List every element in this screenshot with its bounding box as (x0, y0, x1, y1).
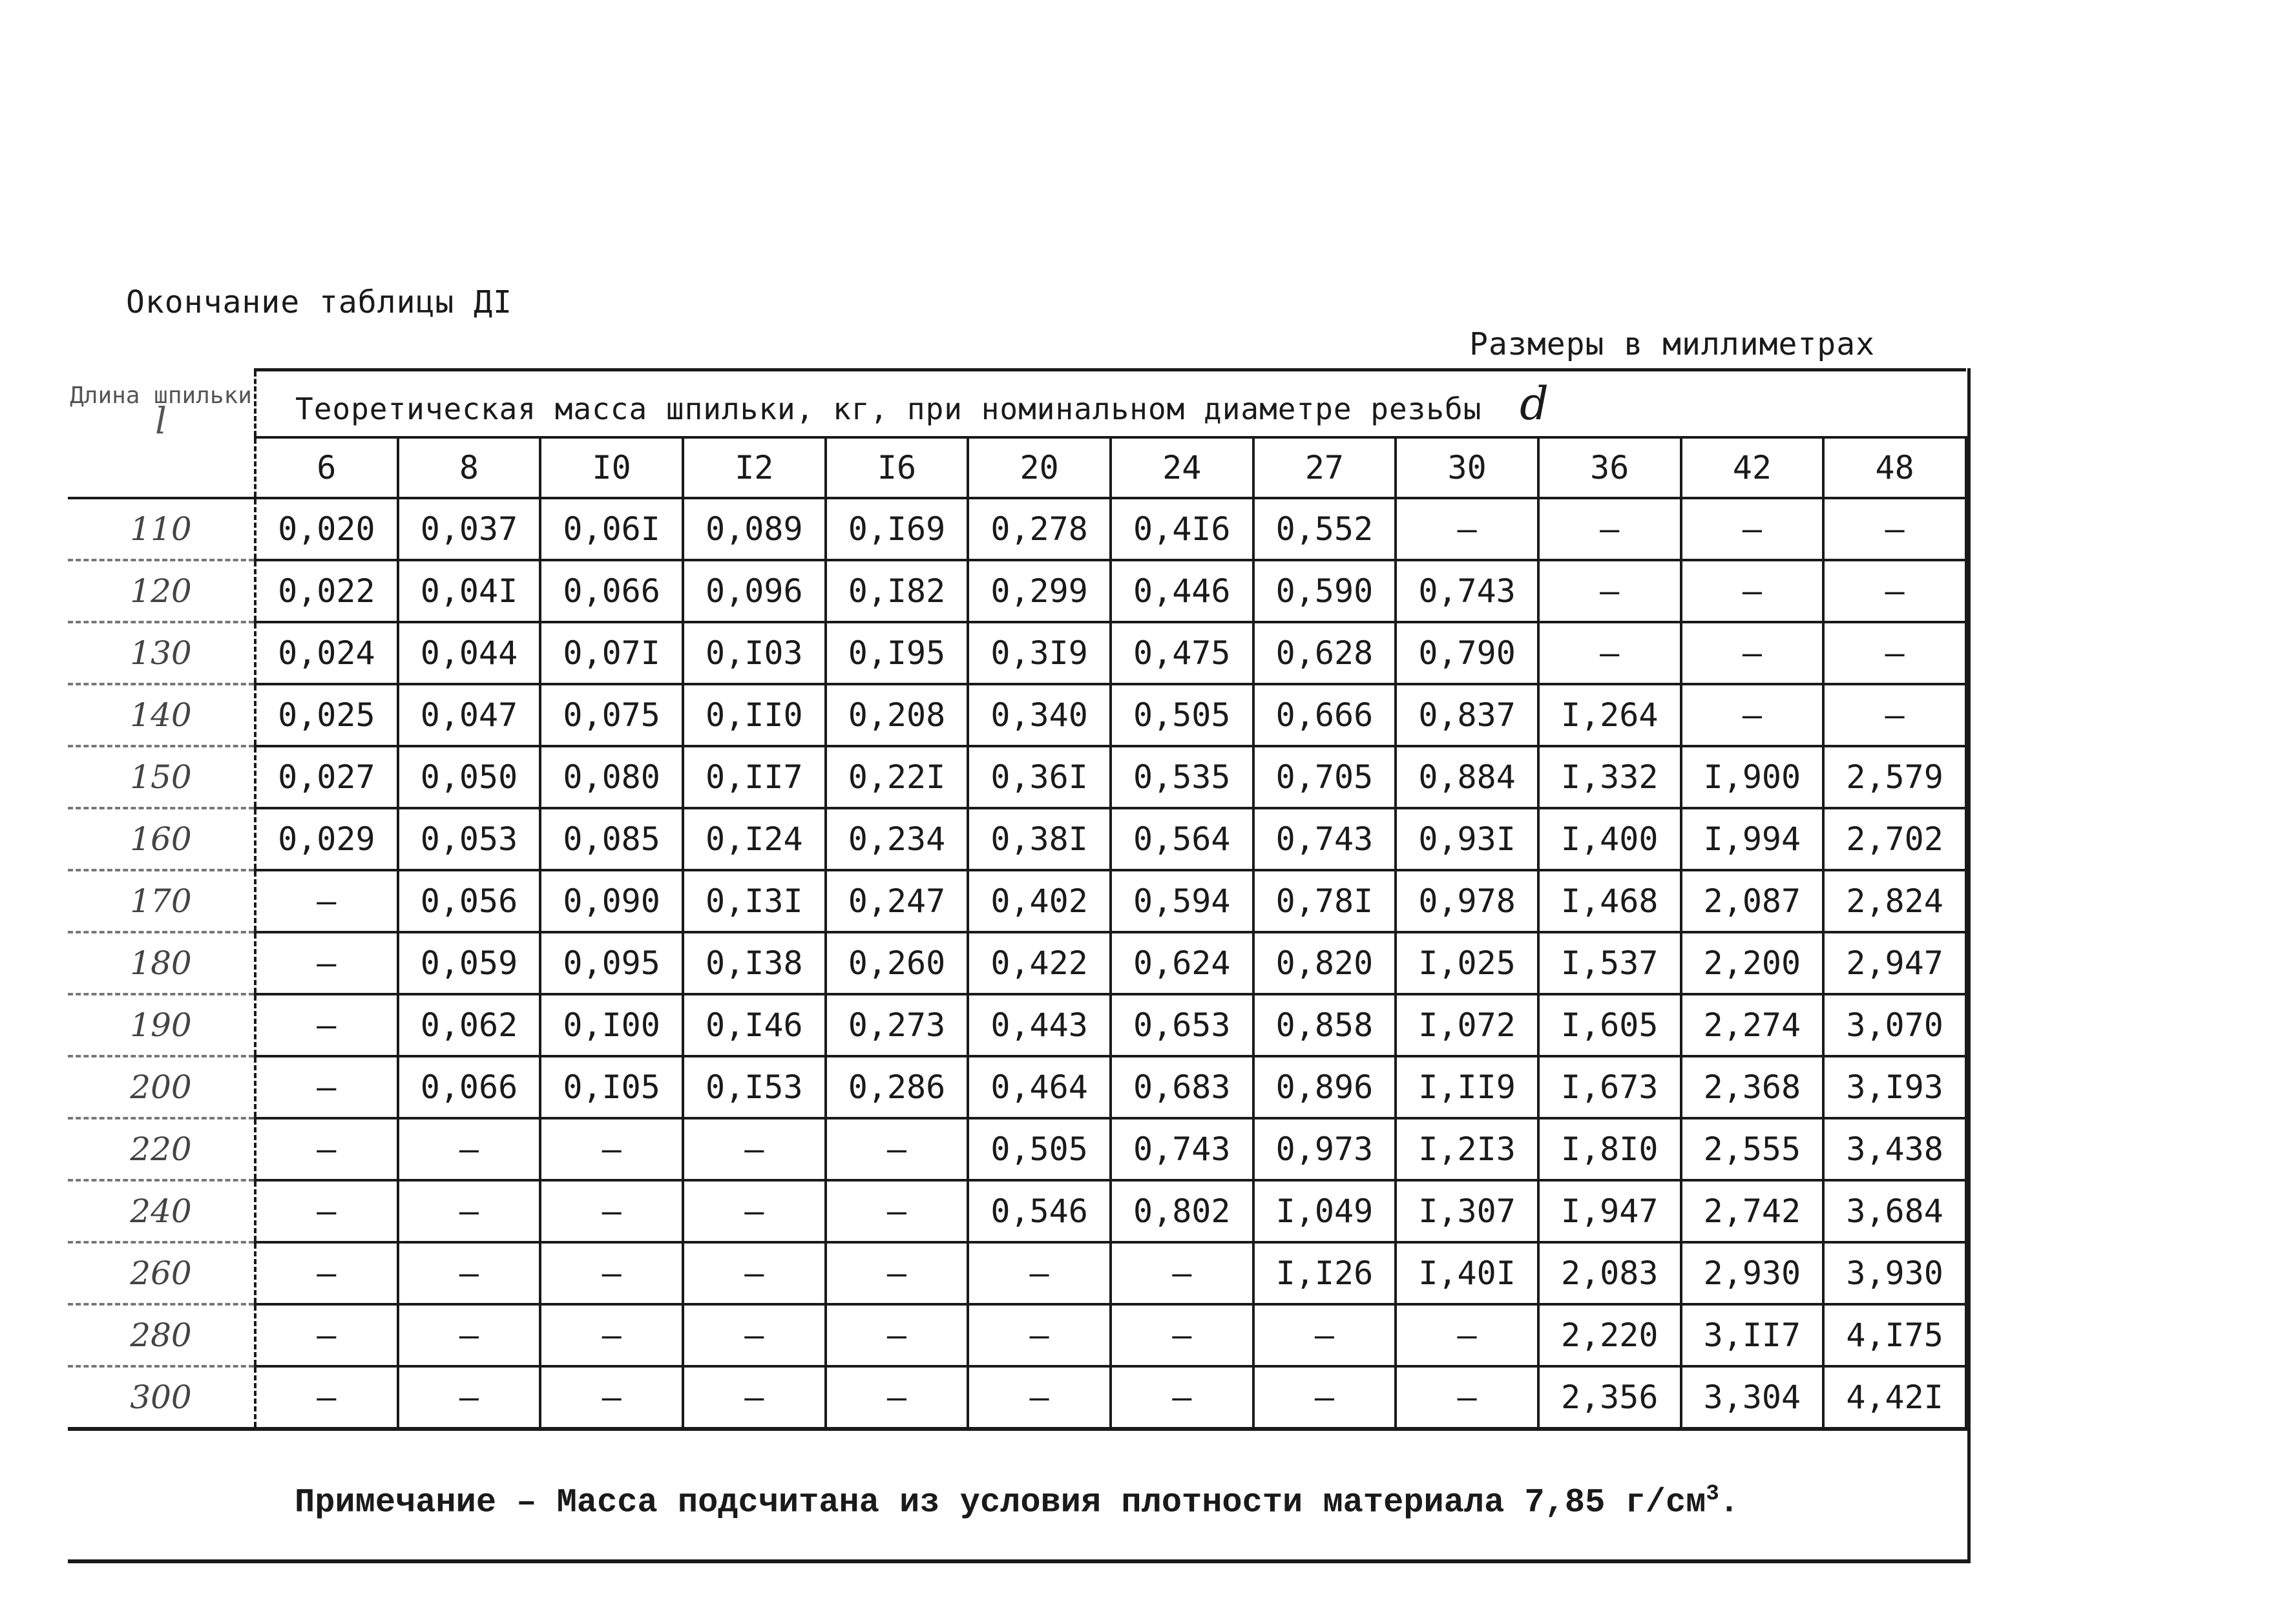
mass-cell: – (683, 1366, 826, 1429)
mass-cell: 2,930 (1681, 1242, 1824, 1304)
mass-cell: – (1538, 498, 1681, 560)
note-text: Примечание – Масса подсчитана из условия плотности материала 7,85 г/см (295, 1483, 1706, 1522)
table-row (68, 1118, 1966, 1180)
mass-cell: I,605 (1538, 994, 1681, 1056)
table-row (68, 808, 1966, 870)
mass-cell: 0,340 (968, 684, 1111, 746)
mass-cell: 0,075 (540, 684, 683, 746)
mass-cell: 2,274 (1681, 994, 1824, 1056)
mass-cell: 0,590 (1253, 560, 1396, 622)
table-row (68, 870, 1966, 932)
mass-cell: 0,535 (1111, 746, 1253, 808)
mass-cell: 2,824 (1823, 870, 1966, 932)
mass-cell: – (1823, 684, 1966, 746)
mass-cell: – (1681, 622, 1824, 684)
mass-cell: I,072 (1396, 994, 1538, 1056)
mass-cell: 0,I82 (826, 560, 968, 622)
mass-cell: – (255, 1056, 398, 1118)
mass-cell: – (398, 1304, 541, 1366)
mass-cell: 0,505 (968, 1118, 1111, 1180)
mass-cell: – (826, 1304, 968, 1366)
length-cell: 200 (68, 1056, 255, 1118)
mass-cell: I,40I (1396, 1242, 1538, 1304)
mass-cell: 0,286 (826, 1056, 968, 1118)
mass-cell: – (1823, 498, 1966, 560)
mass-cell: 2,555 (1681, 1118, 1824, 1180)
mass-cell: 0,II0 (683, 684, 826, 746)
mass-cell: 0,837 (1396, 684, 1538, 746)
mass-cell: 0,93I (1396, 808, 1538, 870)
diameter-header-cell: 6 (255, 437, 398, 498)
mass-cell: 0,080 (540, 746, 683, 808)
mass-cell: – (826, 1180, 968, 1242)
mass-cell: 0,299 (968, 560, 1111, 622)
length-cell: 240 (68, 1180, 255, 1242)
mass-cell: 0,027 (255, 746, 398, 808)
table-row (68, 684, 1966, 746)
mass-cell: I,994 (1681, 808, 1824, 870)
mass-cell: – (540, 1118, 683, 1180)
mass-cell: 0,273 (826, 994, 968, 1056)
length-cell: 220 (68, 1118, 255, 1180)
mass-cell: 0,06I (540, 498, 683, 560)
table-row (68, 1366, 1966, 1429)
mass-cell: 0,062 (398, 994, 541, 1056)
mass-cell: I,I26 (1253, 1242, 1396, 1304)
mass-cell: 0,594 (1111, 870, 1253, 932)
mass-cell: 0,78I (1253, 870, 1396, 932)
diameter-header-cell: I0 (540, 437, 683, 498)
mass-cell: – (968, 1366, 1111, 1429)
mass-cell: 0,I3I (683, 870, 826, 932)
table-row (68, 1304, 1966, 1366)
mass-cell: 2,087 (1681, 870, 1824, 932)
mass-cell: – (1396, 1304, 1538, 1366)
mass-cell: 0,743 (1253, 808, 1396, 870)
mass-cell: 0,896 (1253, 1056, 1396, 1118)
mass-cell: 0,066 (540, 560, 683, 622)
diameter-header-cell: 48 (1823, 437, 1966, 498)
mass-cell: 0,743 (1396, 560, 1538, 622)
mass-cell: – (255, 1304, 398, 1366)
mass-cell: – (398, 1180, 541, 1242)
mass-cell: – (255, 870, 398, 932)
mass-table (68, 368, 1967, 1573)
table-row (68, 932, 1966, 994)
diameter-header-cell: 27 (1253, 437, 1396, 498)
mass-cell: 0,066 (398, 1056, 541, 1118)
mass-cell: I,537 (1538, 932, 1681, 994)
length-cell: 180 (68, 932, 255, 994)
mass-cell: 3,II7 (1681, 1304, 1824, 1366)
mass-cell: 0,422 (968, 932, 1111, 994)
mass-cell: 0,3I9 (968, 622, 1111, 684)
mass-cell: I,264 (1538, 684, 1681, 746)
mass-cell: 0,446 (1111, 560, 1253, 622)
length-cell: 140 (68, 684, 255, 746)
mass-table-frame (68, 368, 1971, 1563)
table-row (68, 1242, 1966, 1304)
mass-cell: 0,053 (398, 808, 541, 870)
mass-cell: 0,402 (968, 870, 1111, 932)
mass-cell: – (398, 1242, 541, 1304)
mass-cell: 0,I03 (683, 622, 826, 684)
mass-cell: I,025 (1396, 932, 1538, 994)
mass-cell: – (1681, 498, 1824, 560)
mass-cell: 0,022 (255, 560, 398, 622)
mass-cell: 2,368 (1681, 1056, 1824, 1118)
note-superscript: 3 (1706, 1482, 1719, 1507)
mass-cell: 0,705 (1253, 746, 1396, 808)
mass-cell: 4,42I (1823, 1366, 1966, 1429)
mass-cell: – (1111, 1304, 1253, 1366)
mass-cell: I,307 (1396, 1180, 1538, 1242)
mass-cell: 0,22I (826, 746, 968, 808)
length-cell: 190 (68, 994, 255, 1056)
length-cell: 110 (68, 498, 255, 560)
mass-cell: 0,505 (1111, 684, 1253, 746)
mass-cell: 3,070 (1823, 994, 1966, 1056)
table-note (68, 1429, 1966, 1573)
diameter-header-cell: I2 (683, 437, 826, 498)
mass-cell: – (683, 1304, 826, 1366)
mass-cell: 0,36I (968, 746, 1111, 808)
mass-cell: 0,260 (826, 932, 968, 994)
mass-cell: 2,200 (1681, 932, 1824, 994)
mass-cell: 4,I75 (1823, 1304, 1966, 1366)
mass-cell: I,400 (1538, 808, 1681, 870)
mass-cell: – (1538, 560, 1681, 622)
mass-cell: 0,790 (1396, 622, 1538, 684)
mass-cell: 0,628 (1253, 622, 1396, 684)
mass-cell: 2,356 (1538, 1366, 1681, 1429)
mass-cell: I,468 (1538, 870, 1681, 932)
mass-cell: 0,024 (255, 622, 398, 684)
mass-cell: 0,208 (826, 684, 968, 746)
table-row (68, 1056, 1966, 1118)
mass-cell: – (1396, 498, 1538, 560)
mass-cell: – (683, 1180, 826, 1242)
mass-cell: 0,07I (540, 622, 683, 684)
table-row (68, 560, 1966, 622)
length-cell: 170 (68, 870, 255, 932)
mass-cell: – (1681, 684, 1824, 746)
units-label: Размеры в миллиметрах (1469, 326, 1875, 362)
mass-cell: 0,056 (398, 870, 541, 932)
mass-cell: 2,742 (1681, 1180, 1824, 1242)
mass-cell: – (540, 1366, 683, 1429)
mass-cell: – (1823, 560, 1966, 622)
mass-cell: – (540, 1180, 683, 1242)
diameter-header-cell: 30 (1396, 437, 1538, 498)
mass-cell: 0,978 (1396, 870, 1538, 932)
mass-cell: – (683, 1242, 826, 1304)
mass-cell: 0,I53 (683, 1056, 826, 1118)
mass-cell: 3,438 (1823, 1118, 1966, 1180)
mass-cell: 0,858 (1253, 994, 1396, 1056)
mass-cell: – (1253, 1366, 1396, 1429)
mass-cell: 0,029 (255, 808, 398, 870)
mass-cell: I,II9 (1396, 1056, 1538, 1118)
table-row (68, 746, 1966, 808)
mass-cell: – (398, 1366, 541, 1429)
table-row (68, 498, 1966, 560)
mass-cell: 0,683 (1111, 1056, 1253, 1118)
mass-cell: 0,I38 (683, 932, 826, 994)
mass-cell: 0,234 (826, 808, 968, 870)
mass-cell: 0,653 (1111, 994, 1253, 1056)
mass-cell: 0,II7 (683, 746, 826, 808)
length-header-label: Длина шпильки (70, 382, 252, 409)
table-row (68, 622, 1966, 684)
diameter-header-cell: 8 (398, 437, 541, 498)
mass-cell: 0,820 (1253, 932, 1396, 994)
mass-cell: I,332 (1538, 746, 1681, 808)
mass-cell: – (255, 1242, 398, 1304)
mass-cell: 3,I93 (1823, 1056, 1966, 1118)
mass-cell: I,673 (1538, 1056, 1681, 1118)
table-row (68, 994, 1966, 1056)
length-cell: 260 (68, 1242, 255, 1304)
length-cell: 280 (68, 1304, 255, 1366)
length-cell: 130 (68, 622, 255, 684)
mass-cell: 0,089 (683, 498, 826, 560)
mass-cell: – (683, 1118, 826, 1180)
diameter-header-cell: 42 (1681, 437, 1824, 498)
mass-cell: 0,059 (398, 932, 541, 994)
mass-cell: 0,38I (968, 808, 1111, 870)
mass-cell: I,900 (1681, 746, 1824, 808)
mass-cell: 0,020 (255, 498, 398, 560)
mass-cell: 0,464 (968, 1056, 1111, 1118)
mass-cell: 3,930 (1823, 1242, 1966, 1304)
length-cell: 300 (68, 1366, 255, 1429)
mass-cell: 0,047 (398, 684, 541, 746)
mass-cell: 0,I46 (683, 994, 826, 1056)
mass-cell: 0,I24 (683, 808, 826, 870)
mass-cell: 0,4I6 (1111, 498, 1253, 560)
diameter-header-row (68, 437, 1966, 498)
length-cell: 160 (68, 808, 255, 870)
mass-cell: I,049 (1253, 1180, 1396, 1242)
mass-cell: 0,025 (255, 684, 398, 746)
mass-cell: – (826, 1242, 968, 1304)
mass-cell: – (540, 1304, 683, 1366)
mass-cell: 0,095 (540, 932, 683, 994)
mass-cell: 0,247 (826, 870, 968, 932)
mass-cell: – (1681, 560, 1824, 622)
mass-cell: 0,743 (1111, 1118, 1253, 1180)
mass-cell: 0,973 (1253, 1118, 1396, 1180)
mass-cell: 0,I05 (540, 1056, 683, 1118)
mass-cell: 0,096 (683, 560, 826, 622)
length-cell: 120 (68, 560, 255, 622)
length-symbol: l (155, 400, 167, 442)
mass-cell: – (968, 1304, 1111, 1366)
mass-cell: 2,083 (1538, 1242, 1681, 1304)
thread-symbol: d (1520, 377, 1549, 430)
mass-cell: 0,04I (398, 560, 541, 622)
mass-cell: 0,624 (1111, 932, 1253, 994)
mass-cell: 3,304 (1681, 1366, 1824, 1429)
mass-table-body (68, 498, 1966, 1429)
mass-cell: I,8I0 (1538, 1118, 1681, 1180)
mass-cell: – (1253, 1304, 1396, 1366)
mass-cell: 0,475 (1111, 622, 1253, 684)
mass-cell: 2,220 (1538, 1304, 1681, 1366)
mass-cell: – (826, 1118, 968, 1180)
mass-cell: – (1111, 1366, 1253, 1429)
mass-cell: – (255, 1180, 398, 1242)
mass-cell: 0,I00 (540, 994, 683, 1056)
mass-cell: 0,050 (398, 746, 541, 808)
mass-cell: – (1823, 622, 1966, 684)
mass-cell: 0,037 (398, 498, 541, 560)
mass-header (255, 370, 1966, 438)
mass-cell: – (398, 1118, 541, 1180)
length-header (68, 370, 255, 499)
mass-cell: – (968, 1242, 1111, 1304)
mass-cell: – (1111, 1242, 1253, 1304)
table-row (68, 1180, 1966, 1242)
diameter-header-cell: 20 (968, 437, 1111, 498)
mass-cell: – (1396, 1366, 1538, 1429)
length-cell: 150 (68, 746, 255, 808)
mass-cell: 0,884 (1396, 746, 1538, 808)
mass-cell: 0,443 (968, 994, 1111, 1056)
mass-cell: – (826, 1366, 968, 1429)
mass-cell: 0,564 (1111, 808, 1253, 870)
mass-cell: – (255, 1366, 398, 1429)
mass-cell: 3,684 (1823, 1180, 1966, 1242)
mass-cell: – (1538, 622, 1681, 684)
mass-cell: – (540, 1242, 683, 1304)
mass-cell: 2,702 (1823, 808, 1966, 870)
mass-cell: 0,278 (968, 498, 1111, 560)
mass-cell: 0,I69 (826, 498, 968, 560)
mass-cell: 2,579 (1823, 746, 1966, 808)
diameter-header-cell: 24 (1111, 437, 1253, 498)
note-end: . (1719, 1483, 1739, 1522)
table-caption: Окончание таблицы ДI (126, 284, 512, 320)
mass-cell: 2,947 (1823, 932, 1966, 994)
mass-cell: 0,I95 (826, 622, 968, 684)
mass-header-label: Теоретическая масса шпильки, кг, при номинальном диаметре резьбы (295, 391, 1482, 426)
mass-cell: 0,802 (1111, 1180, 1253, 1242)
mass-cell: 0,666 (1253, 684, 1396, 746)
mass-cell: 0,546 (968, 1180, 1111, 1242)
mass-cell: – (255, 994, 398, 1056)
mass-cell: I,947 (1538, 1180, 1681, 1242)
mass-cell: I,2I3 (1396, 1118, 1538, 1180)
mass-cell: 0,090 (540, 870, 683, 932)
mass-cell: 0,552 (1253, 498, 1396, 560)
diameter-header-cell: I6 (826, 437, 968, 498)
mass-cell: – (255, 932, 398, 994)
diameter-header-cell: 36 (1538, 437, 1681, 498)
mass-cell: 0,085 (540, 808, 683, 870)
mass-cell: – (255, 1118, 398, 1180)
mass-cell: 0,044 (398, 622, 541, 684)
